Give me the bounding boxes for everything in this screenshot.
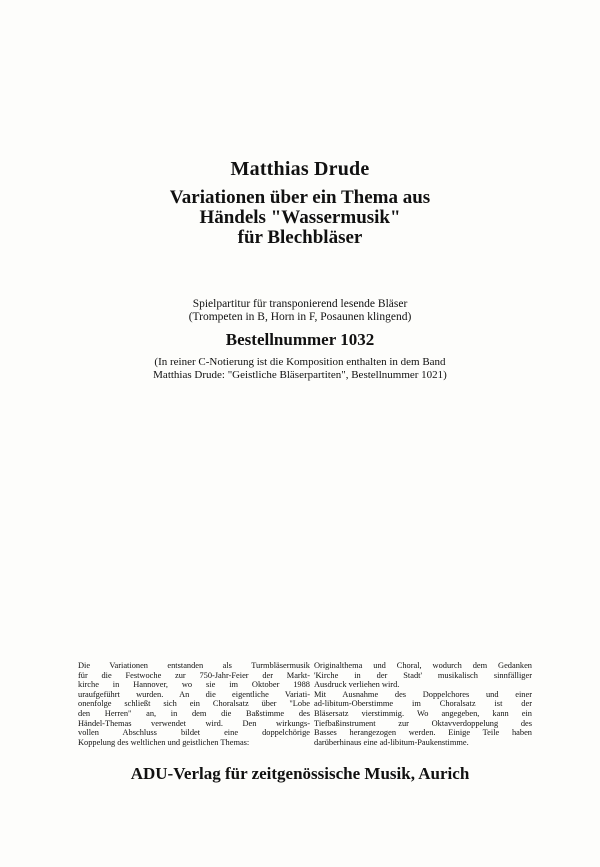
description-line: ad-libitum-Oberstimme im Choralsatz ist der <box>314 699 532 709</box>
description-line: Mit Ausnahme des Doppelchores und einer <box>314 689 532 699</box>
composer-name: Matthias Drude <box>230 158 370 180</box>
description-line: uraufgeführt wurden. An die eigentliche Variati- <box>78 689 310 699</box>
description-line: Ausdruck verliehen wird. <box>314 680 400 690</box>
description-line: Koppelung des weltlichen und geistlichen Themas: <box>78 737 250 747</box>
description-column-left <box>78 661 310 747</box>
title-line: für Blechbläser <box>237 227 363 248</box>
description-line: Tiefbaßinstrument zur Oktavverdoppelung des <box>314 718 532 728</box>
description-line: vollen Abschluss bildet eine doppelchörige <box>78 728 310 738</box>
subtitle-line: Spielpartitur für transponierend lesende Bläser <box>192 298 408 310</box>
description-line: Bläsersatz vierstimmig. Wo angegeben, kann ein <box>314 708 532 718</box>
publisher-name: ADU-Verlag für zeitgenössische Musik, Aurich <box>130 764 470 783</box>
description-line: darüberhinaus eine ad-libitum-Paukenstimme. <box>314 737 469 747</box>
subtitle-line: (Trompeten in B, Horn in F, Posaunen klingend) <box>188 311 412 323</box>
description-line: den Herren" an, in dem die Baßstimme des <box>78 708 310 718</box>
title-line: Händels "Wassermusik" <box>199 207 401 228</box>
description-line: Originalthema und Choral, wodurch dem Gedanken <box>314 661 532 670</box>
edition-description <box>0 298 600 324</box>
note-line: (In reiner C-Notierung ist die Komposition enthalten in dem Band <box>154 356 446 368</box>
edition-note <box>0 356 600 382</box>
description-line: 'Kirche in der Stadt' musikalisch sinnfälliger <box>314 670 532 680</box>
description-line: Händel-Themas verwendet wird. Den wirkungs- <box>78 718 310 728</box>
description-line: für die Festwoche zur 750-Jahr-Feier der Markt- <box>78 670 310 680</box>
description-line: Basses herangezogen werden. Einige Teile haben <box>314 728 532 738</box>
title-line: Variationen über ein Thema aus <box>169 187 431 208</box>
note-line: Matthias Drude: "Geistliche Bläserpartiten", Bestellnummer 1021) <box>153 369 447 381</box>
description-line: onenfolge schließt sich ein Choralsatz über "Lobe <box>78 699 310 709</box>
description-line: kirche in Hannover, wo sie im Oktober 1988 <box>78 680 310 690</box>
order-number: Bestellnummer 1032 <box>225 330 375 349</box>
description-line: Die Variationen entstanden als Turmbläsermusik <box>78 661 310 670</box>
work-title <box>0 188 600 248</box>
description-column-right <box>314 661 532 747</box>
